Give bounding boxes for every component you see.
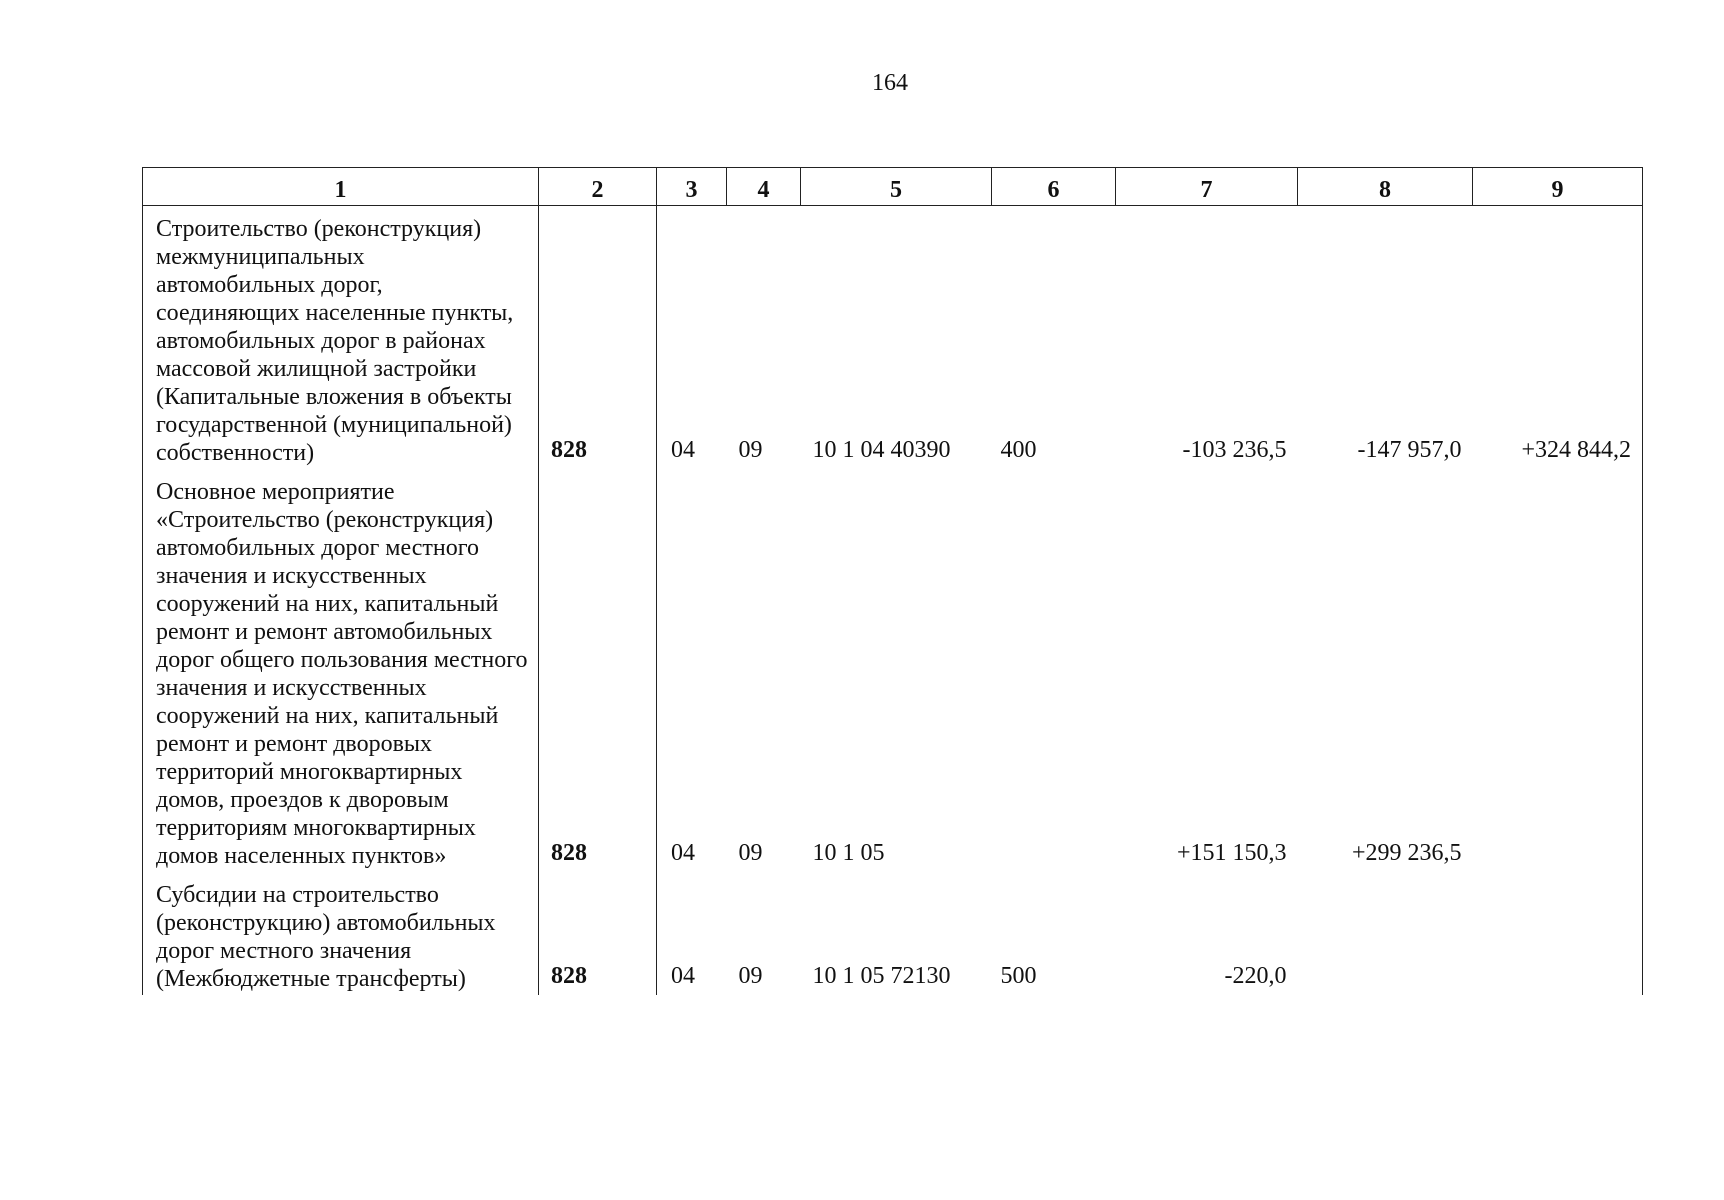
expense-type-cell: 500 (1000, 963, 1037, 989)
col-header-3: 3 (657, 168, 727, 206)
target-article-cell: 10 1 04 40390 (812, 437, 951, 463)
admin-code-cell: 828 (539, 469, 657, 872)
amount-col7-cell: -220,0 (1224, 963, 1287, 989)
amount-col7-cell: +151 150,3 (1176, 840, 1287, 866)
col-header-8: 8 (1298, 168, 1473, 206)
admin-code-cell: 828 (539, 872, 657, 995)
amount-col8-cell: +299 236,5 (1351, 840, 1462, 866)
amount-col7-cell: -103 236,5 (1182, 437, 1287, 463)
col-header-9: 9 (1473, 168, 1643, 206)
subsection-cell: 09 (738, 437, 763, 463)
col-header-2: 2 (539, 168, 657, 206)
section-cell: 04 (657, 469, 727, 872)
amount-col9-cell: +324 844,2 (1473, 206, 1643, 470)
subsection-cell: 09 (738, 840, 763, 866)
expense-type-cell: 400 (1000, 437, 1037, 463)
table-row (143, 469, 1643, 872)
target-article-cell: 10 1 05 72130 (812, 963, 951, 989)
col-header-5: 5 (801, 168, 992, 206)
section-cell: 04 (657, 872, 727, 995)
admin-code-cell: 828 (539, 206, 657, 470)
amount-col8-cell (1298, 872, 1473, 995)
col-header-6: 6 (992, 168, 1116, 206)
subsection-cell: 09 (738, 963, 763, 989)
col-header-7: 7 (1116, 168, 1298, 206)
table-row (143, 872, 1643, 995)
row-name-cell: Строительство (реконструкция) межмуниципальных автомобильных дорог, соединяющих населенные пункты, автомобильных дорог в районах массовой жилищной застройки (Капитальные вложения в объекты государственной (муниципальной) собственности) (143, 206, 539, 470)
budget-table (142, 167, 1643, 995)
col-header-1: 1 (143, 168, 539, 206)
row-name-cell: Субсидии на строительство (реконструкцию) автомобильных дорог местного значения (Межбюджетные трансферты) (143, 872, 539, 995)
table-row (143, 206, 1643, 470)
expense-type-cell (992, 469, 1116, 872)
amount-col8-cell: -147 957,0 (1357, 437, 1462, 463)
target-article-cell: 10 1 05 (812, 840, 885, 866)
section-cell: 04 (657, 206, 727, 470)
header-row (143, 168, 1643, 206)
col-header-4: 4 (727, 168, 801, 206)
amount-col9-cell (1473, 469, 1643, 872)
row-name-cell: Основное мероприятие «Строительство (реконструкция) автомобильных дорог местного значения и искусственных сооружений на них, капитальный ремонт и ремонт автомобильных дорог общего пользования местного значения и искусственных сооружений на них, капитальный ремонт и ремонт дворовых территорий многоквартирных домов, проездов к дворовым территориям многоквартирных домов населенных пунктов» (143, 469, 539, 872)
page-number: 164 (872, 70, 908, 96)
amount-col9-cell (1473, 872, 1643, 995)
